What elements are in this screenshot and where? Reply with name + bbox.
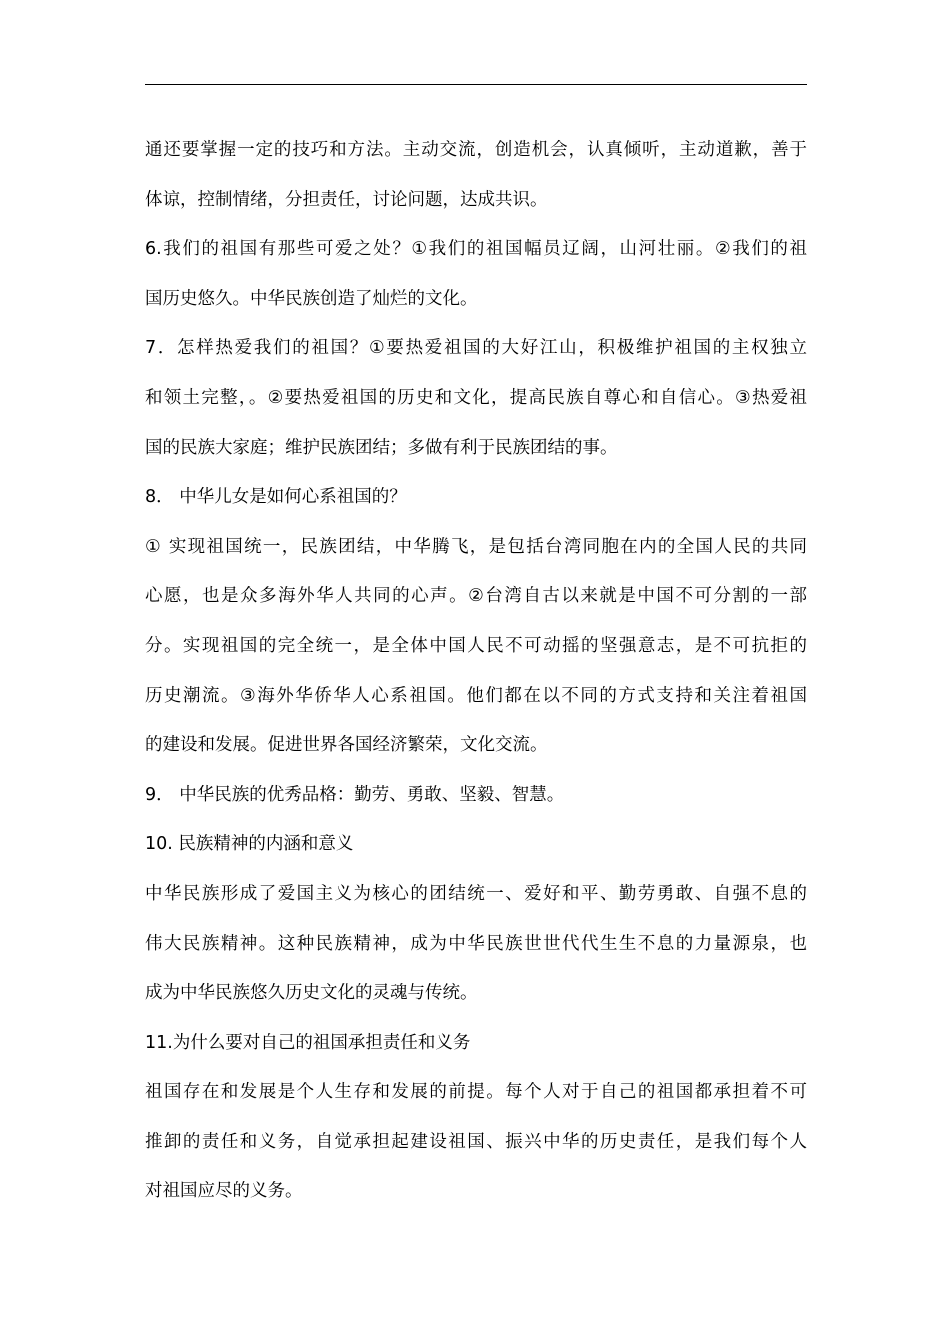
text-line: 成为中华民族悠久历史文化的灵魂与传统。 [145,983,478,1004]
text-line: 和领土完整，。②要热爱祖国的历史和文化，提高民族自尊心和自信心。③热爱祖 [145,387,807,408]
text-line: ① 实现祖国统一，民族团结，中华腾飞，是包括台湾同胞在内的全国人民的共同 [145,536,807,557]
text-line: 心愿，也是众多海外华人共同的心声。②台湾自古以来就是中国不可分割的一部 [145,586,807,607]
text-line: 9． 中华民族的优秀品格：勤劳、勇敢、坚毅、智慧。 [145,784,565,805]
text-line: 6.我们的祖国有那些可爱之处？①我们的祖国幅员辽阔，山河壮丽。②我们的祖 [145,239,807,260]
document-body [145,126,807,1217]
text-line: 体谅，控制情绪，分担责任，讨论问题，达成共识。 [145,189,548,210]
text-line: 祖国存在和发展是个人生存和发展的前提。每个人对于自己的祖国都承担着不可 [145,1082,807,1103]
text-line: 国历史悠久。中华民族创造了灿烂的文化。 [145,288,478,309]
text-line: 10. 民族精神的内涵和意义 [145,834,354,855]
header-rule [145,84,807,85]
text-line: 分。实现祖国的完全统一，是全体中国人民不可动摇的坚强意志，是不可抗拒的 [145,635,807,656]
text-line: 历史潮流。③海外华侨华人心系祖国。他们都在以不同的方式支持和关注着祖国 [145,685,807,706]
text-line: 8． 中华儿女是如何心系祖国的？ [145,487,407,508]
text-line: 伟大民族精神。这种民族精神，成为中华民族世世代代生生不息的力量源泉，也 [145,933,807,954]
text-line: 通还要掌握一定的技巧和方法。主动交流，创造机会，认真倾听，主动道歉，善于 [145,140,807,160]
text-line: 7．怎样热爱我们的祖国？①要热爱祖国的大好江山，积极维护祖国的主权独立 [145,338,807,359]
text-line: 的建设和发展。促进世界各国经济繁荣，文化交流。 [145,735,548,756]
text-line: 推卸的责任和义务，自觉承担起建设祖国、振兴中华的历史责任，是我们每个人 [145,1131,807,1152]
text-line: 国的民族大家庭；维护民族团结；多做有利于民族团结的事。 [145,437,618,458]
text-line: 11.为什么要对自己的祖国承担责任和义务 [145,1032,471,1053]
text-line: 中华民族形成了爱国主义为核心的团结统一、爱好和平、勤劳勇敢、自强不息的 [145,883,807,904]
text-line: 对祖国应尽的义务。 [145,1181,303,1202]
